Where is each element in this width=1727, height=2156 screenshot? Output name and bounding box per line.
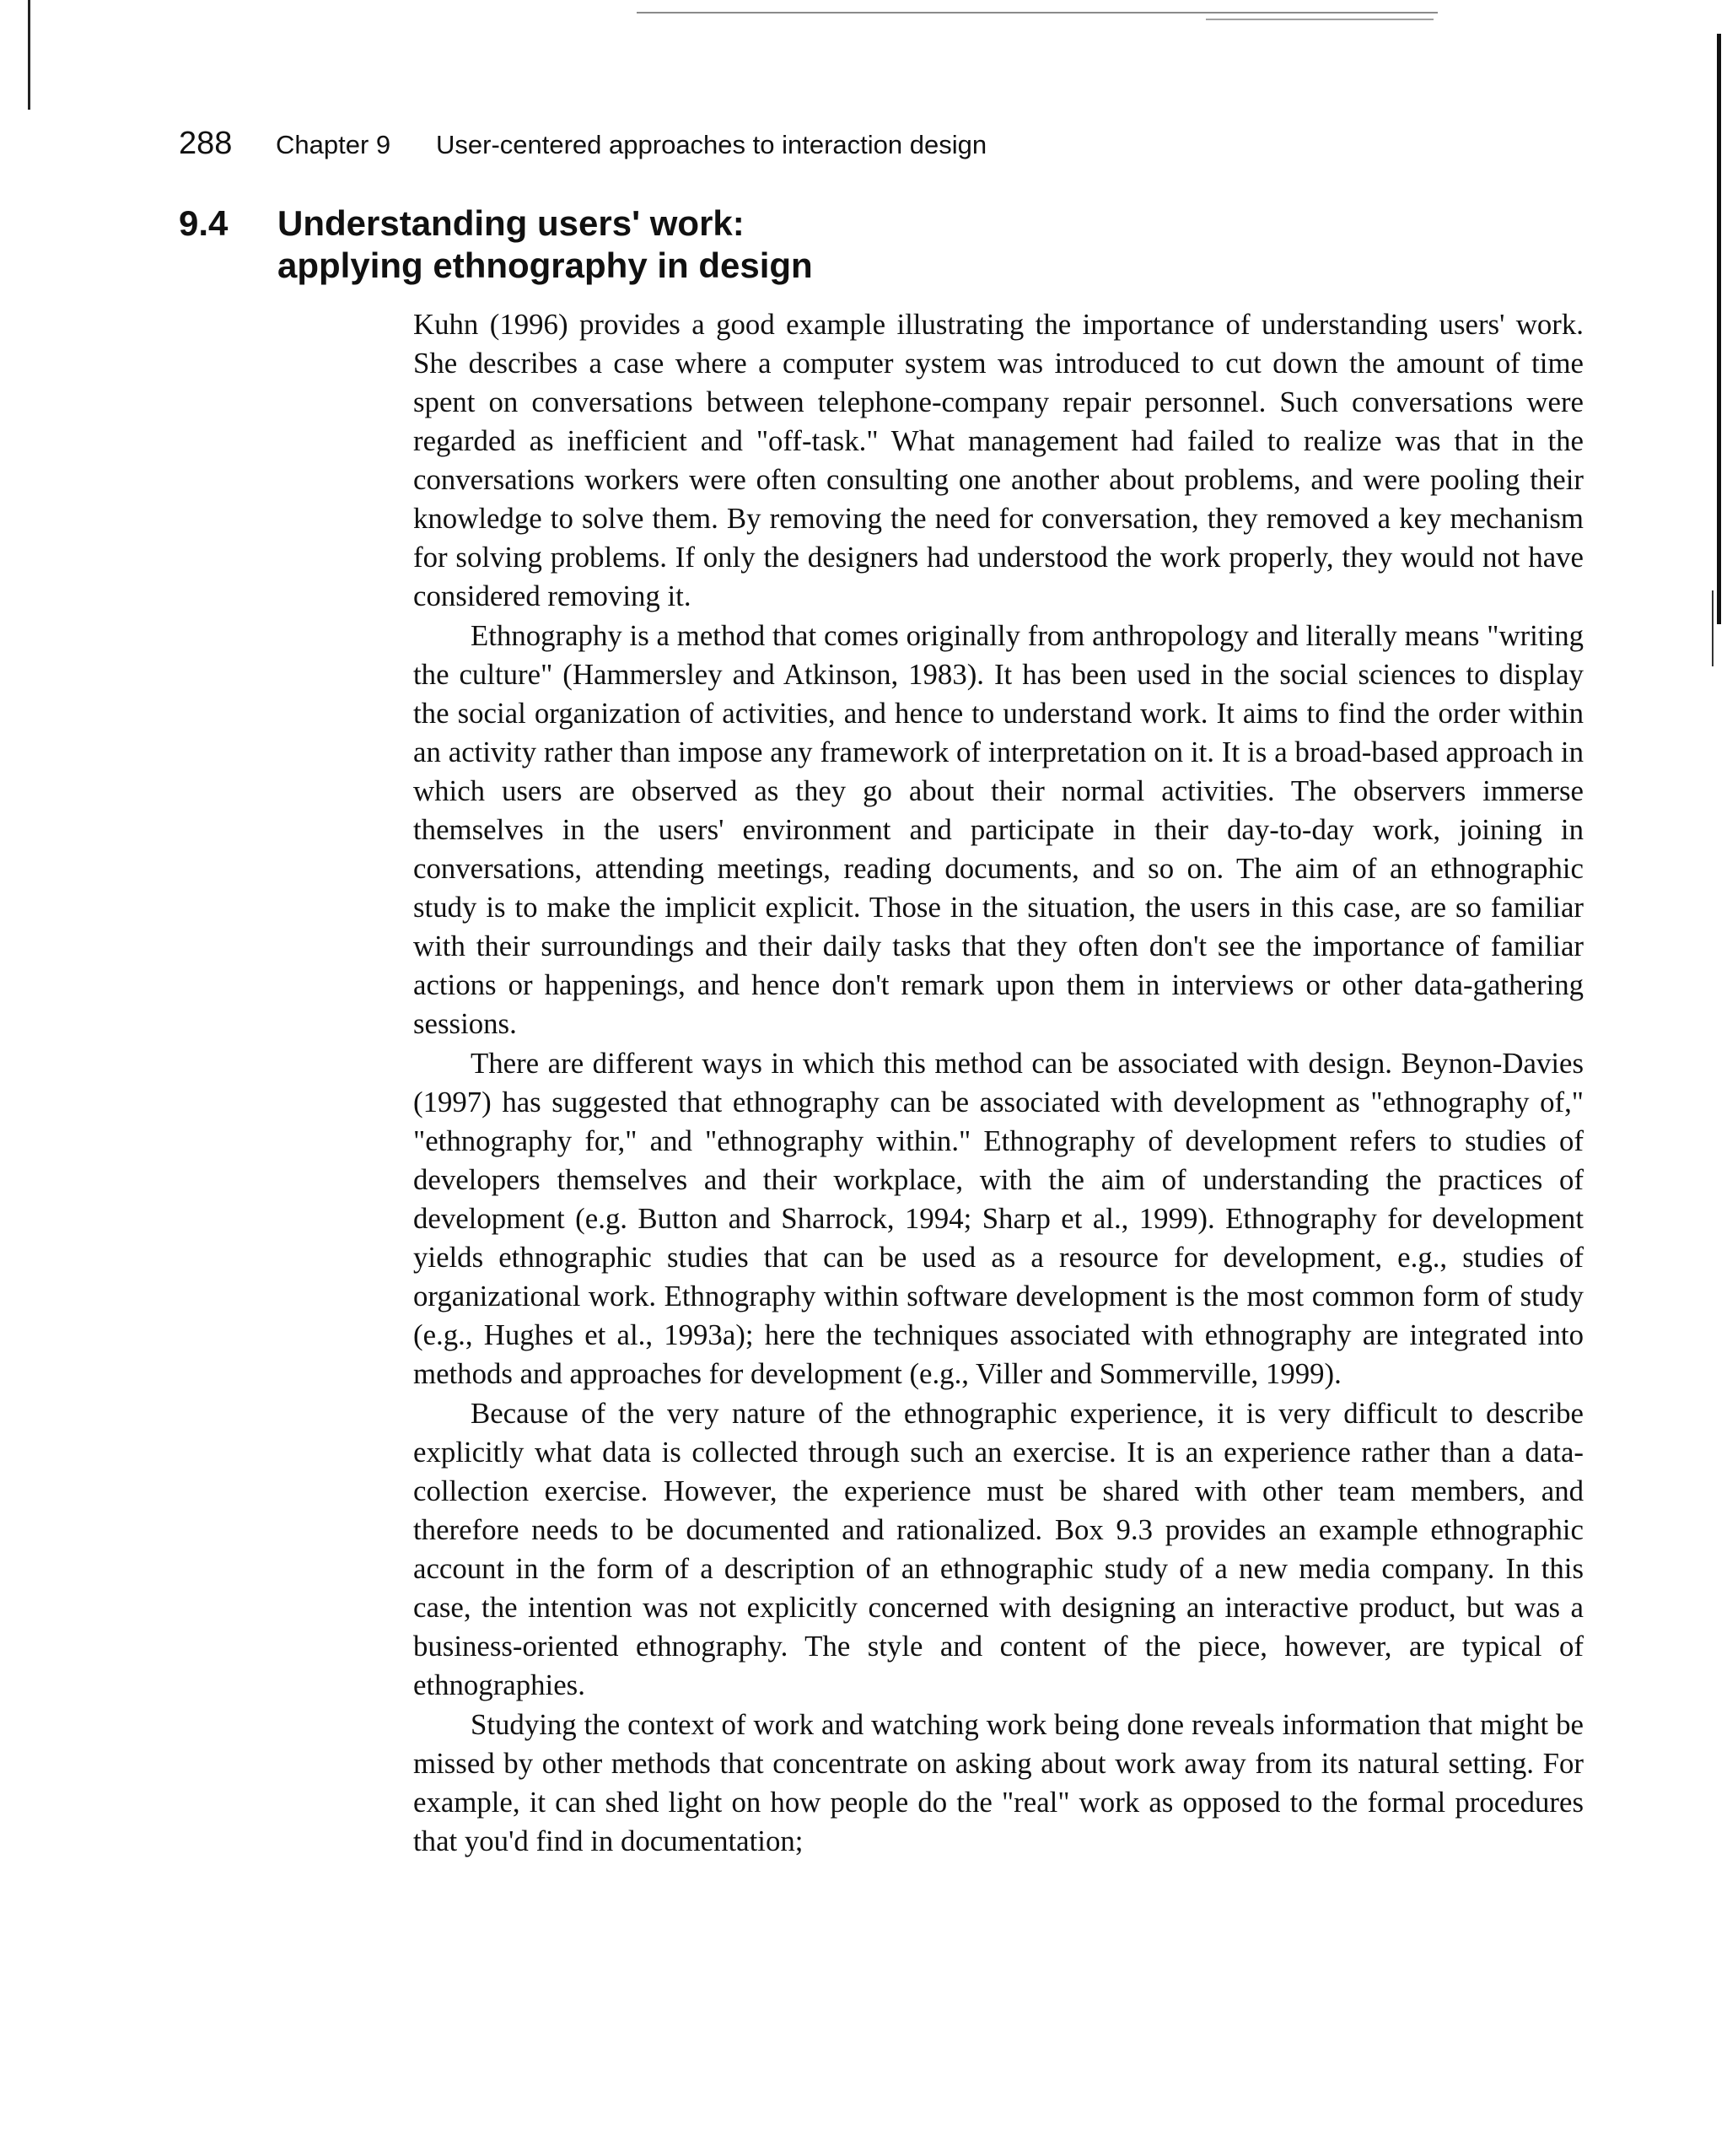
section-title-line: applying ethnography in design	[277, 245, 813, 285]
paragraph: There are different ways in which this method can be associated with design. Beynon-Davies (1997) has suggested that ethnography can be associated with development as "ethnography of," "ethnography for," and "ethnography within." Ethnography of development refers to studies of developers themselves and their workplace, with the aim of understanding the practices of development (e.g. Button and Sharrock, 1994; Sharp et al., 1999). Ethnography for development yields ethnographic studies that can be used as a resource for development, e.g., studies of organizational work. Ethnography within software development is the most common form of study (e.g., Hughes et al., 1993a); here the techniques associated with ethnography are integrated into methods and approaches for development (e.g., Viller and Sommerville, 1999).	[413, 1047, 1584, 1390]
scan-artifact-edge	[28, 0, 30, 110]
chapter-title: User-centered approaches to interaction design	[436, 130, 987, 159]
paragraph: Kuhn (1996) provides a good example illustrating the importance of understanding users' work. She describes a case where a computer system was introduced to cut down the amount of time spent on conversations between telephone-company repair personnel. Such conversations were regarded as inefficient and "off-task." What management had failed to realize was that in the conversations workers were often consulting one another about problems, and were pooling their knowledge to solve them. By removing the need for conversation, they removed a key mechanism for solving problems. If only the designers had understood the work properly, they would not have considered removing it.	[413, 308, 1584, 612]
paragraph: Ethnography is a method that comes originally from anthropology and literally means "writing the culture" (Hammersley and Atkinson, 1983). It has been used in the social sciences to display the social organization of activities, and hence to understand work. It aims to find the order within an activity rather than impose any framework of interpretation on it. It is a broad-based approach in which users are observed as they go about their normal activities. The observers immerse themselves in the users' environment and participate in their day-to-day work, joining in conversations, attending meetings, reading documents, and so on. The aim of an ethnographic study is to make the implicit explicit. Those in the situation, the users in this case, are so familiar with their surroundings and their daily tasks that they often don't see the importance of familiar actions or happenings, and hence don't remark upon them in interviews or other data-gathering sessions.	[413, 619, 1584, 1040]
section-number: 9.4	[179, 203, 229, 243]
section-title	[277, 202, 1458, 287]
paragraph: Studying the context of work and watching work being done reveals information that might be missed by other methods that concentrate on asking about work away from its natural setting. For example, it can shed light on how people do the "real" work as opposed to the formal procedures that you'd find in documentation;	[413, 1708, 1584, 1857]
running-head	[179, 118, 1528, 169]
scan-artifact-line	[1206, 19, 1434, 20]
page-number: 288	[179, 126, 233, 161]
scan-artifact-line	[637, 12, 1438, 13]
section-title-line: Understanding users' work:	[277, 203, 745, 243]
paragraph: Because of the very nature of the ethnographic experience, it is very difficult to describe explicitly what data is collected through such an exercise. It is an experience rather than a data-collection exercise. However, the experience must be shared with other team members, and therefore needs to be documented and rationalized. Box 9.3 provides an example ethnographic account in the form of a description of an ethnographic study of a new media company. In this case, the intention was not explicitly concerned with designing an interactive product, but was a business-oriented ethnography. The style and content of the piece, however, are typical of ethnographies.	[413, 1397, 1584, 1701]
chapter-label: Chapter 9	[276, 130, 391, 159]
scan-artifact-edge	[1712, 590, 1714, 666]
scan-artifact-edge	[1717, 34, 1721, 624]
body-text	[413, 305, 1584, 1861]
